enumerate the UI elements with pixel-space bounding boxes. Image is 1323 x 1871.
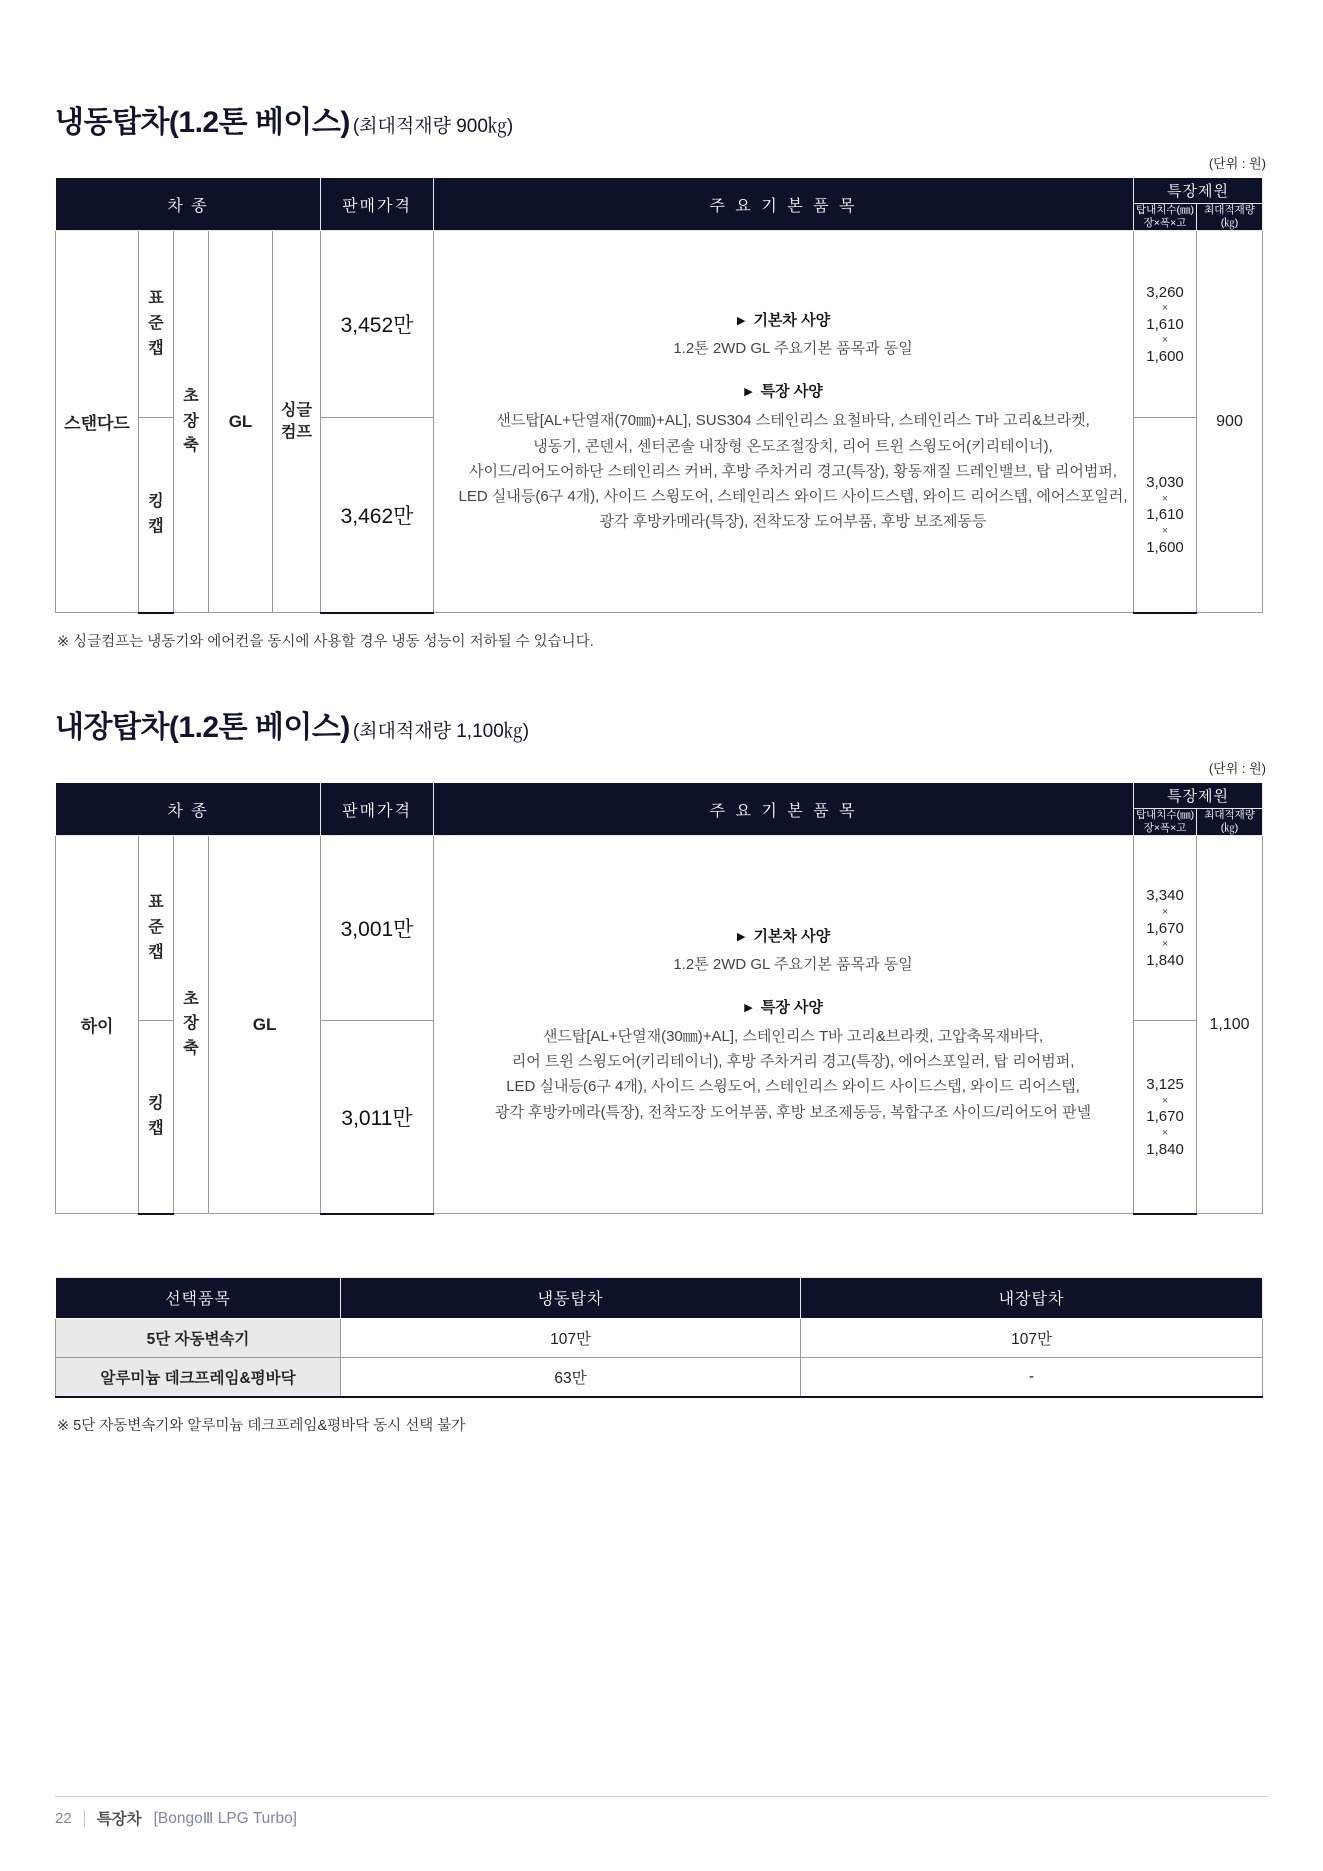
col-header-inner-dims	[1134, 809, 1197, 836]
section-title-capacity: (최대적재량 900㎏)	[352, 116, 514, 137]
dim-length: 3,260	[1146, 283, 1184, 301]
cell-dims-standard-cab	[1134, 836, 1197, 1021]
cell-cab-king	[139, 418, 174, 613]
inner-dims-line2: 장×폭×고	[1143, 217, 1187, 230]
compressor-label: 싱글컴프	[281, 401, 312, 441]
option-col-freezer: 냉동탑차	[341, 1277, 801, 1318]
option-label: 알루미늄 데크프레임&평바닥	[56, 1357, 341, 1397]
footer-model: [BongoⅢ LPG Turbo]	[153, 1809, 297, 1827]
cell-trim: GL	[209, 231, 273, 613]
special-spec-heading	[434, 380, 1133, 401]
col-header-model: 차 종	[56, 178, 321, 231]
dim-times: ×	[1161, 334, 1169, 347]
spec-line: 냉동기, 콘덴서, 센터콘솔 내장형 온도조절장치, 리어 트윈 스윙도어(키리테이너),	[533, 437, 1053, 455]
dim-length: 3,125	[1146, 1076, 1184, 1094]
inner-dims-line2: 장×폭×고	[1143, 822, 1187, 835]
cab-king-label: 킹캡	[148, 1095, 164, 1138]
cab-standard-label: 표준캡	[148, 290, 164, 357]
spec-line: 리어 트윈 스윙도어(키리테이너), 후방 주차거리 경고(특장), 에어스포일러, 탑 리어범퍼,	[511, 1053, 1075, 1071]
dim-times: ×	[1161, 1126, 1169, 1139]
dim-height: 1,840	[1146, 1140, 1184, 1158]
cell-cab-standard	[139, 836, 174, 1021]
spec-line: 샌드탑[AL+단열재(70㎜)+AL], SUS304 스테인리스 요철바닥, 스테인리스 T바 고리&브라켓,	[496, 412, 1090, 430]
cell-price-standard-cab: 3,452만	[321, 231, 434, 418]
col-header-model: 차 종	[56, 783, 321, 836]
dim-length: 3,030	[1146, 474, 1184, 492]
dim-times: ×	[1161, 302, 1169, 315]
cell-axle	[174, 836, 209, 1214]
col-header-items: 주 요 기 본 품 목	[434, 178, 1134, 231]
dim-times: ×	[1161, 492, 1169, 505]
dim-length: 3,340	[1146, 887, 1184, 905]
base-spec-heading	[434, 309, 1133, 330]
cell-dims-king-cab	[1134, 1021, 1197, 1214]
dim-times: ×	[1161, 905, 1169, 918]
col-header-spec: 특장제원	[1134, 783, 1263, 809]
cell-axle	[174, 231, 209, 613]
axle-label: 초장축	[183, 387, 199, 455]
col-header-capacity	[1197, 809, 1263, 836]
dim-times: ×	[1161, 938, 1169, 951]
cell-cab-king	[139, 1021, 174, 1214]
footer-section: 특장차	[96, 1811, 142, 1828]
freezer-spec-table	[55, 177, 1263, 614]
option-price-freezer: 107만	[341, 1318, 801, 1357]
option-price-box: -	[801, 1357, 1263, 1397]
section-title-freezer	[55, 0, 1268, 139]
spec-line: 광각 후방카메라(특장), 전착도장 도어부품, 후방 보조제동등	[599, 513, 987, 531]
dim-times: ×	[1161, 1094, 1169, 1107]
option-price-freezer: 63만	[341, 1357, 801, 1397]
col-header-price: 판매가격	[321, 178, 434, 231]
col-header-inner-dims	[1134, 204, 1197, 231]
base-spec-text: 1.2톤 2WD GL 주요기본 품목과 동일	[673, 956, 913, 973]
base-spec-text: 1.2톤 2WD GL 주요기본 품목과 동일	[673, 340, 913, 358]
cab-standard-label: 표준캡	[148, 894, 164, 961]
triangle-bullet-icon: ▶	[737, 931, 746, 943]
base-spec-heading-text: 기본차 사양	[753, 312, 831, 330]
dim-width: 1,670	[1146, 1108, 1184, 1126]
cell-price-standard-cab: 3,001만	[321, 836, 434, 1021]
cell-features	[434, 231, 1134, 613]
capacity-line1: 최대적재량	[1204, 204, 1255, 217]
page-number: 22	[55, 1809, 72, 1827]
col-header-capacity	[1197, 204, 1263, 231]
capacity-line1: 최대적재량	[1204, 809, 1255, 822]
special-spec-heading	[434, 996, 1133, 1017]
cell-price-king-cab: 3,011만	[321, 1021, 434, 1214]
capacity-line2: (㎏)	[1220, 217, 1239, 230]
dim-height: 1,840	[1146, 951, 1184, 969]
dim-width: 1,670	[1146, 919, 1184, 937]
cell-compressor	[273, 231, 321, 613]
col-header-price: 판매가격	[321, 783, 434, 836]
dim-width: 1,610	[1146, 506, 1184, 524]
capacity-line2: (㎏)	[1220, 822, 1239, 835]
inner-dims-line1: 탑내치수(㎜)	[1135, 204, 1195, 217]
cell-dims-king-cab	[1134, 418, 1197, 613]
triangle-bullet-icon: ▶	[744, 1002, 753, 1014]
option-col-box: 내장탑차	[801, 1277, 1263, 1318]
spec-line: 샌드탑[AL+단열재(30㎜)+AL], 스테인리스 T바 고리&브라켓, 고압축목재바닥,	[542, 1028, 1044, 1045]
cell-category: 스탠다드	[56, 231, 139, 613]
cell-price-king-cab: 3,462만	[321, 418, 434, 613]
page-footer	[55, 1796, 1268, 1829]
spec-line: 사이드/리어도어하단 스테인리스 커버, 후방 주차거리 경고(특장), 황동재질 드레인밸브, 탑 리어범퍼,	[469, 462, 1117, 480]
dim-width: 1,610	[1146, 315, 1184, 333]
cell-trim: GL	[209, 836, 321, 1214]
inner-dims-line1: 탑내치수(㎜)	[1136, 809, 1195, 822]
base-spec-heading	[434, 925, 1133, 946]
cab-king-label: 킹캡	[148, 493, 164, 536]
unit-note: (단위 : 원)	[1208, 156, 1266, 172]
dim-height: 1,600	[1146, 347, 1184, 365]
spec-line: LED 실내등(6구 4개), 사이드 스윙도어, 스테인리스 와이드 사이드스텝, 와이드 리어스텝,	[506, 1078, 1080, 1096]
special-spec-heading-text: 특장 사양	[760, 999, 823, 1016]
triangle-bullet-icon: ▶	[736, 315, 746, 328]
axle-label: 초장축	[183, 990, 199, 1058]
section-title-text: 내장탑차(1.2톤 베이스)	[55, 710, 350, 744]
cell-category: 하이	[56, 836, 139, 1214]
col-header-items: 주 요 기 본 품 목	[434, 783, 1134, 836]
dim-height: 1,600	[1146, 538, 1184, 556]
option-label: 5단 자동변속기	[56, 1318, 341, 1357]
option-col-item: 선택품목	[56, 1277, 341, 1318]
footer-divider	[84, 1810, 85, 1827]
base-spec-heading-text: 기본차 사양	[753, 928, 831, 945]
option-price-box: 107만	[801, 1318, 1263, 1357]
table-row	[56, 1357, 1263, 1397]
dim-times: ×	[1161, 524, 1169, 537]
spec-line: 광각 후방카메라(특장), 전착도장 도어부품, 후방 보조제동등, 복합구조 사이드/리어도어 판넬	[494, 1103, 1092, 1121]
unit-note: (단위 : 원)	[1208, 761, 1266, 777]
cell-max-capacity: 900	[1197, 231, 1263, 613]
section-title-capacity: (최대적재량 1,100㎏)	[352, 720, 530, 742]
col-header-spec: 특장제원	[1134, 178, 1263, 204]
section-title-box	[55, 709, 1268, 744]
section-title-text: 냉동탑차(1.2톤 베이스)	[55, 106, 350, 139]
cell-max-capacity: 1,100	[1197, 836, 1263, 1214]
option-footnote: ※ 5단 자동변속기와 알루미늄 데크프레임&평바닥 동시 선택 불가	[57, 1417, 466, 1434]
table-row	[56, 1318, 1263, 1357]
spec-line: LED 실내등(6구 4개), 사이드 스윙도어, 스테인리스 와이드 사이드스텝, 와이드 리어스텝, 에어스포일러,	[458, 488, 1128, 506]
triangle-bullet-icon: ▶	[744, 386, 753, 399]
box-spec-table	[55, 782, 1263, 1215]
cell-features	[434, 836, 1134, 1214]
option-price-table	[55, 1277, 1263, 1398]
cell-dims-standard-cab	[1134, 231, 1197, 418]
freezer-footnote: ※ 싱글컴프는 냉동기와 에어컨을 동시에 사용할 경우 냉동 성능이 저하될 수 있습니다.	[57, 633, 594, 650]
cell-cab-standard	[139, 231, 174, 418]
special-spec-heading-text: 특장 사양	[760, 383, 823, 401]
